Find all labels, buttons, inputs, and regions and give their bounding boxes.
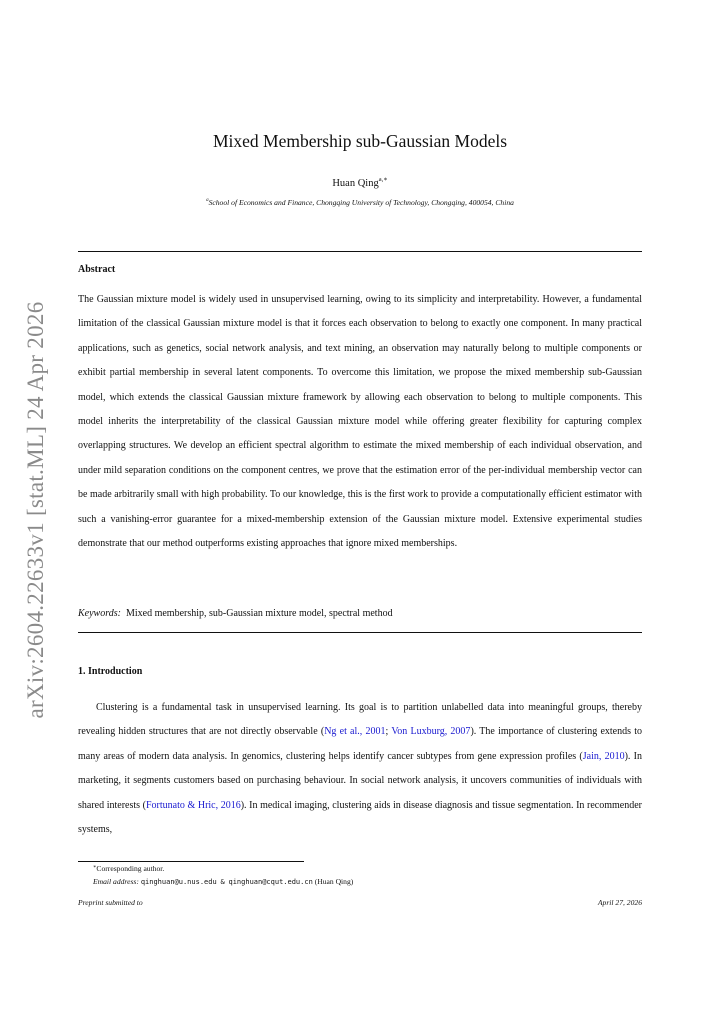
abstract-heading: Abstract [78,264,116,275]
intro-text-4: ). In medical imaging, clustering aids in disease diagnosis and tissue segmentation. In recommender systems, [78,799,642,836]
email-label: Email address: [93,877,139,886]
footnote-email [93,877,353,886]
abstract-bottom-rule [78,632,642,633]
email-ampersand: & [220,878,225,886]
email-owner: (Huan Qing) [314,877,354,886]
footnote-mark: ∗ [93,865,97,870]
email-2[interactable]: qinghuan@cqut.edu.cn [228,878,313,886]
affiliation-mark: a [206,198,209,203]
author-line [0,175,720,189]
keywords-line [78,602,642,626]
keywords-label: Keywords: [78,608,121,619]
abstract-text: The Gaussian mixture model is widely used in unsupervised learning, owing to its simplicity and interpretability. However, a fundamental limitation of the classical Gaussian mixture model is that it forces each observation to belong to exactly one component. In many practical applications, such as genetics, social network analysis, and text mining, an observation may naturally belong to multiple components or exhibit partial membership in several latent components. To overcome this limitation, we propose the mixed membership sub-Gaussian model, which extends the classical Gaussian mixture framework by allowing each observation to belong to multiple components. This model inherits the interpretability of the classical Gaussian mixture model while offering greater flexibility for capturing complex overlapping structures. We develop an efficient spectral algorithm to estimate the mixed membership of each individual observation, and under mild separation conditions on the component centres, we prove that the estimation error of the per-individual membership vector can be made arbitrarily small with high probability. To our knowledge, this is the first work to provide a computationally efficient estimator with such a vanishing-error guarantee for a mixed-membership extension of the Gaussian mixture model. Extensive experimental studies demonstrate that our method outperforms existing approaches that ignore mixed memberships. [78,294,642,550]
preprint-note: Preprint submitted to [78,898,143,907]
arxiv-side-stamp: arXiv:2604.22633v1 [stat.ML] 24 Apr 2026 [23,301,48,719]
abstract-top-rule [78,251,642,252]
citation-jain-2010[interactable]: Jain, 2010 [582,750,625,762]
introduction-heading: 1. Introduction [78,666,143,677]
keywords-text: Mixed membership, sub-Gaussian mixture model, spectral method [125,608,393,619]
intro-text-1: Clustering is a fundamental task in unsupervised learning. Its goal is to partition unlabelled data into meaningful groups, thereby revealing hidden structures that are not directly observable ( [78,702,642,738]
intro-text-3: ). In marketing, it segments customers based on purchasing behaviour. In social network analysis, it uncovers communities of individuals with shared interests ( [78,750,642,811]
author-name: Huan Qing [332,178,379,189]
citation-von-luxburg-2007[interactable]: Von Luxburg, 2007 [391,726,471,738]
preprint-date: April 27, 2026 [597,898,642,907]
email-1[interactable]: qinghuan@u.nus.edu [140,878,217,886]
citation-fortunato-hric-2016[interactable]: Fortunato & Hric, 2016 [145,799,241,811]
introduction-paragraph [78,696,642,842]
author-marks: a,∗ [378,176,388,183]
affiliation-text: School of Economics and Finance, Chongqing University of Technology, Chongqing, 400054, China [208,198,514,207]
footnote-corresponding-text: Corresponding author. [96,864,165,873]
affiliation [0,198,720,207]
intro-separator: ; [385,726,392,738]
footnote-rule [78,861,304,862]
citation-ng-2001[interactable]: Ng et al., 2001 [324,726,386,738]
paper-title: Mixed Membership sub-Gaussian Models [212,131,508,151]
intro-text-2: ). The importance of clustering extends to many areas of modern data analysis. In genomics, clustering helps identify cancer subtypes from gene expression profiles ( [78,726,642,762]
footnote-corresponding [93,864,164,873]
